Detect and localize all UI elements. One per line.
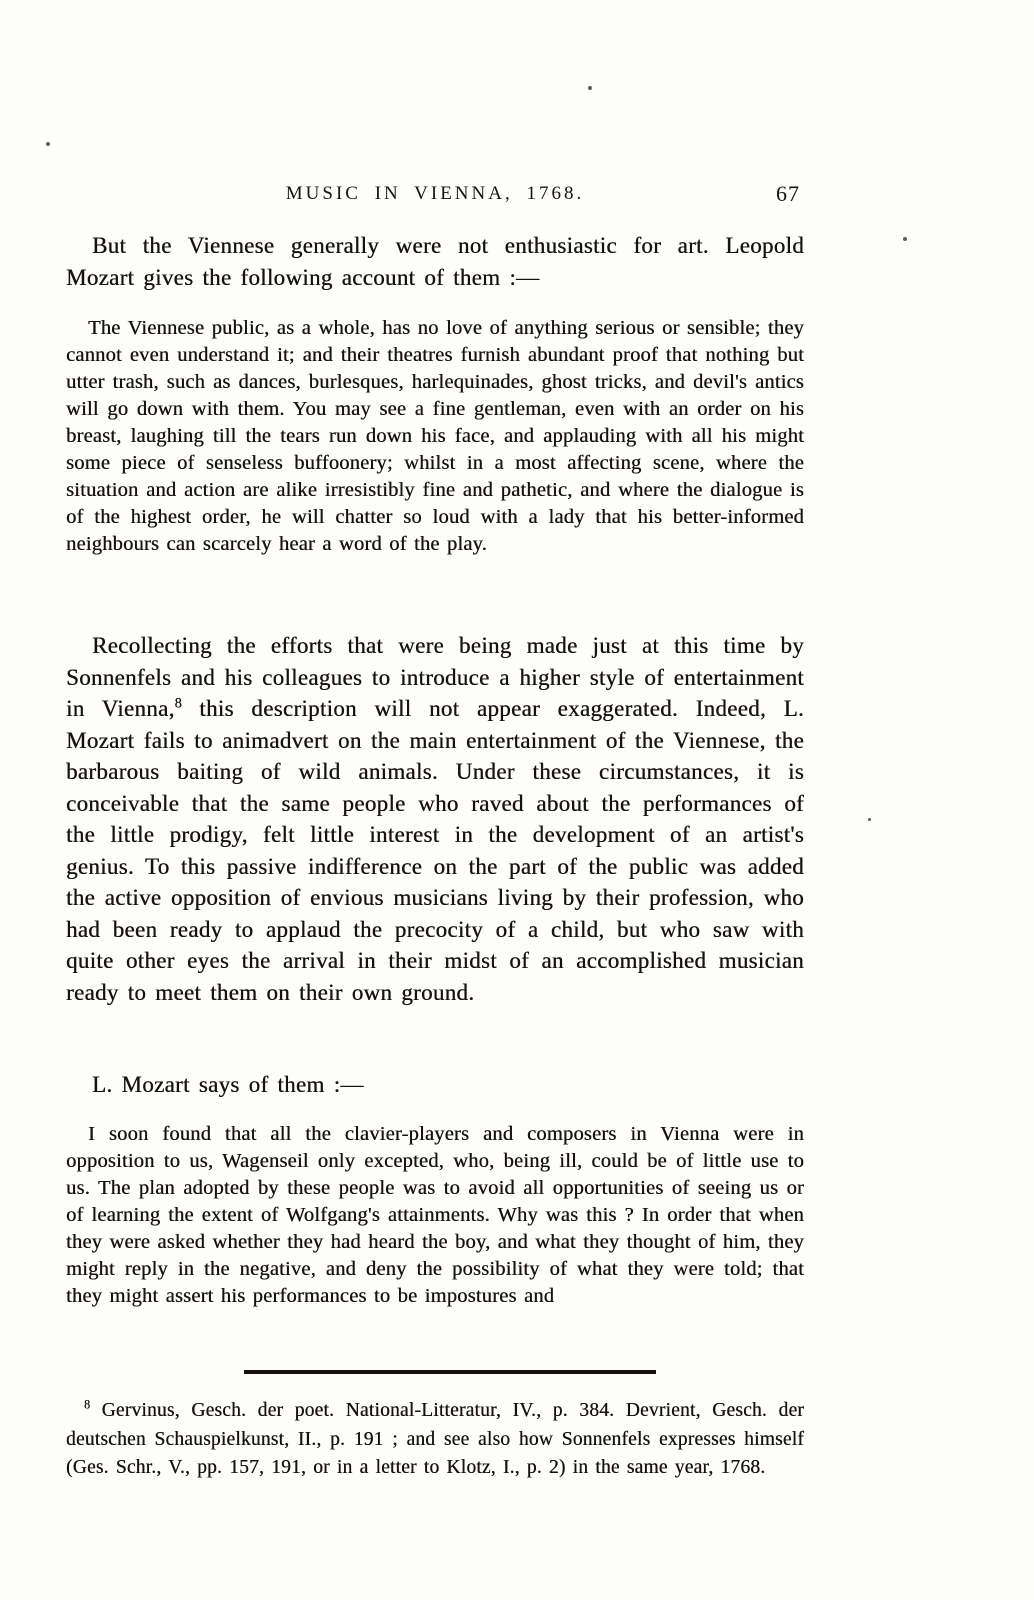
page-number: 67 xyxy=(776,181,800,206)
running-head-title: MUSIC IN VIENNA, 1768. xyxy=(285,183,585,204)
running-head xyxy=(66,183,804,205)
scan-speck xyxy=(46,142,50,146)
footnote-citation-text: Gervinus, Gesch. der poet. National-Litteratur, IV., p. 384. Devrient, Gesch. der deutschen Schauspielkunst, II., p. 191 ; and see also how Sonnenfels expresses himself (Ges. Schr., V., pp. 157, 191, or in a letter to Klotz, I., p. 2) in the same year, 1768. xyxy=(66,1400,804,1478)
paragraph-l-mozart-says: L. Mozart says of them :— xyxy=(92,1072,364,1097)
scan-speck xyxy=(588,86,592,90)
footnote-marker-8: 8 xyxy=(84,1397,91,1412)
paragraph-recollecting-text: Recollecting the efforts that were being made just at this time by Sonnenfels and his colleagues to introduce a higher style of entertainment in Vienna, xyxy=(66,633,804,721)
paragraph-intro: But the Viennese generally were not enthusiastic for art. Leopold Mozart gives the following account of them :— xyxy=(66,233,804,290)
footnote xyxy=(66,1397,804,1483)
scan-speck xyxy=(903,237,907,241)
paragraph-recollecting-continuation: this description will not appear exaggerated. Indeed, L. Mozart fails to animadvert on the main entertainment of the Viennese, the barbarous baiting of wild animals. Under these circumstances, it is conceivable that the same people who raved about the performances of the little prodigy, felt little interest in the development of an artist's genius. To this passive indifference on the part of the public was added the active opposition of envious musicians living by their profession, who had been ready to applaud the precocity of a child, but who saw with quite other eyes the arrival in their midst of an accomplished musician ready to meet them on their own ground. xyxy=(66,696,804,1005)
text-column xyxy=(66,0,804,1600)
scan-speck xyxy=(868,818,871,821)
blockquote-leopold-mozart-account: The Viennese public, as a whole, has no love of anything serious or sensible; they cannot even understand it; and their theatres furnish abundant proof that nothing but utter trash, such as dances, burlesques, harlequinades, ghost tricks, and devil's antics will go down with them. You may see a fine gentleman, even with an order on his breast, laughing till the tears run down his face, and applauding with all his might some piece of senseless buffoonery; whilst in a most affecting scene, where the situation and action are alike irresistibly fine and pathetic, and where the dialogue is of the highest order, he will chatter so loud with a lady that his better-informed neighbours can scarcely hear a word of the play. xyxy=(66,317,804,555)
paragraph-recollecting xyxy=(66,630,804,1008)
footnote-separator-rule xyxy=(244,1370,656,1374)
footnote-reference-8: 8 xyxy=(174,695,182,712)
blockquote-clavier-players: I soon found that all the clavier-players and composers in Vienna were in opposition to us, Wagenseil only excepted, who, being ill, could be of little use to us. The plan adopted by these people was to avoid all opportunities of seeing us or of learning the extent of Wolfgang's attainments. Why was this ? In order that when they were asked whether they had heard the boy, and what they thought of him, they might reply in the negative, and deny the possibility of what they were told; that they might assert his performances to be impostures and xyxy=(66,1123,804,1307)
